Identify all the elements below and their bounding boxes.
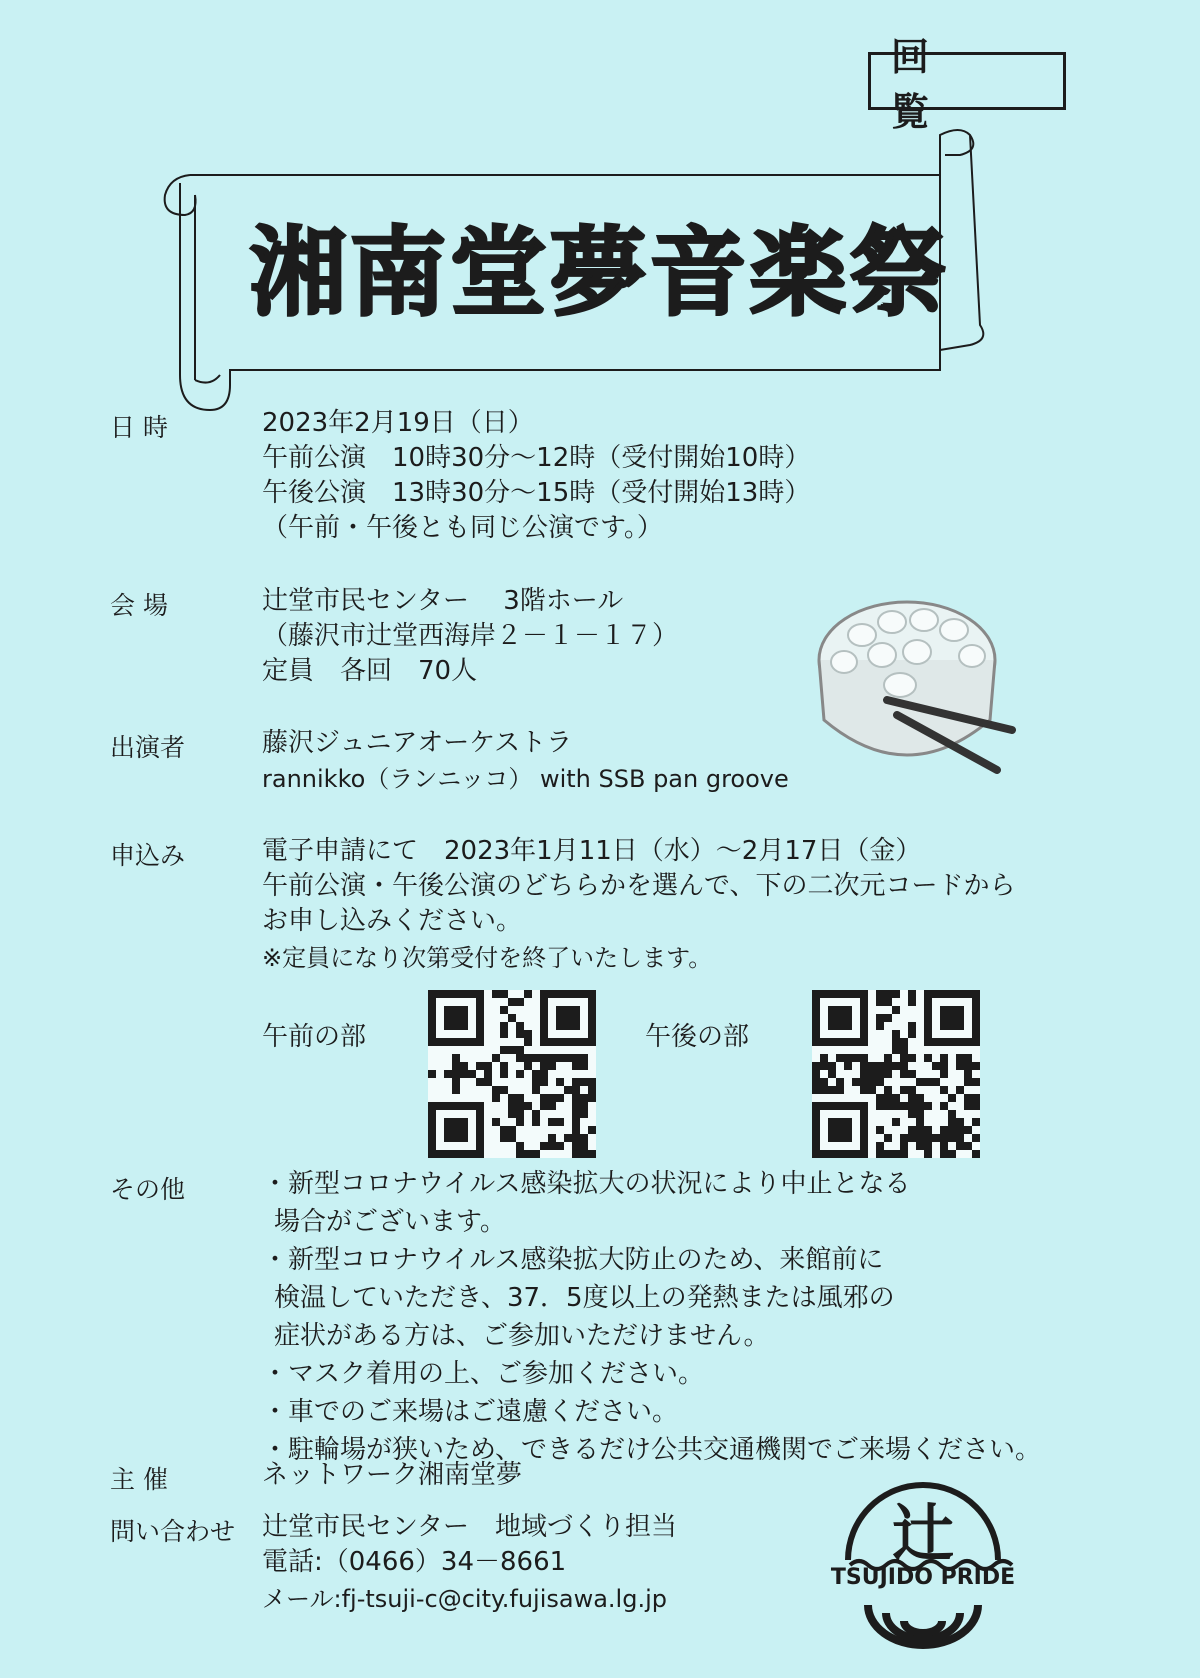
venue-label: 会 場 [110, 591, 168, 620]
schedule-note: （午前・午後とも同じ公演です。） [262, 513, 663, 543]
schedule-afternoon: 午後公演 13時30分～15時（受付開始13時） [262, 478, 811, 508]
venue-name: 辻堂市民センター 3階ホール [262, 586, 624, 616]
qr-morning-label: 午前の部 [262, 1022, 367, 1052]
performer-2: rannikko（ランニッコ） with SSB pan groove [262, 765, 789, 793]
notes-list [262, 1165, 1041, 1469]
note-item: ・駐輪場が狭いため、できるだけ公共交通機関でご来場ください。 [262, 1435, 1041, 1465]
event-title: 湘南堂夢音楽祭 [250, 217, 950, 329]
venue-capacity: 定員 各回 70人 [262, 656, 478, 686]
contact-phone: 電話:（0466）34－8661 [262, 1547, 567, 1577]
organizer-name: ネットワーク湘南堂夢 [262, 1460, 523, 1490]
logo-mark: 辻 [891, 1497, 955, 1570]
schedule-morning: 午前公演 10時30分～12時（受付開始10時） [262, 443, 811, 473]
note-item: 場合がございます。 [274, 1207, 506, 1237]
other-label: その他 [110, 1175, 186, 1204]
steelpan-illustration [812, 590, 1022, 780]
contact-email[interactable]: メール:fj-tsuji-c@city.fujisawa.lg.jp [262, 1585, 667, 1613]
note-item: ・新型コロナウイルス感染拡大の状況により中止となる [262, 1169, 911, 1199]
application-label: 申込み [110, 841, 186, 870]
logo-text: TSUJIDO PRIDE [830, 1565, 1016, 1590]
performers-label: 出演者 [110, 733, 186, 762]
venue-address: （藤沢市辻堂西海岸２－１－１７） [262, 621, 679, 651]
application-line-3: お申し込みください。 [262, 906, 523, 936]
qr-code-afternoon[interactable] [812, 990, 980, 1158]
application-line-1: 電子申請にて 2023年1月11日（水）～2月17日（金） [262, 836, 922, 866]
note-item: ・車でのご来場はご遠慮ください。 [262, 1397, 679, 1427]
schedule-label: 日 時 [110, 413, 168, 442]
qr-code-morning[interactable] [428, 990, 596, 1158]
note-item: ・新型コロナウイルス感染拡大防止のため、来館前に [262, 1245, 884, 1275]
tsujido-pride-logo [818, 1465, 1028, 1655]
performer-1: 藤沢ジュニアオーケストラ [262, 728, 573, 758]
application-line-2: 午前公演・午後公演のどちらかを選んで、下の二次元コードから [262, 871, 1016, 901]
organizer-label: 主 催 [110, 1465, 168, 1494]
circulation-stamp: 回 覧 [868, 52, 1066, 110]
qr-afternoon-label: 午後の部 [645, 1022, 750, 1052]
contact-label: 問い合わせ [110, 1517, 236, 1546]
schedule-date: 2023年2月19日（日） [262, 408, 534, 438]
application-note: ※定員になり次第受付を終了いたします。 [262, 944, 713, 972]
note-item: 症状がある方は、ご参加いただけません。 [274, 1321, 770, 1351]
contact-office: 辻堂市民センター 地域づくり担当 [262, 1512, 677, 1542]
note-item: ・マスク着用の上、ご参加ください。 [262, 1359, 705, 1389]
note-item: 検温していただき、37．5度以上の発熱または風邪の [274, 1283, 895, 1313]
